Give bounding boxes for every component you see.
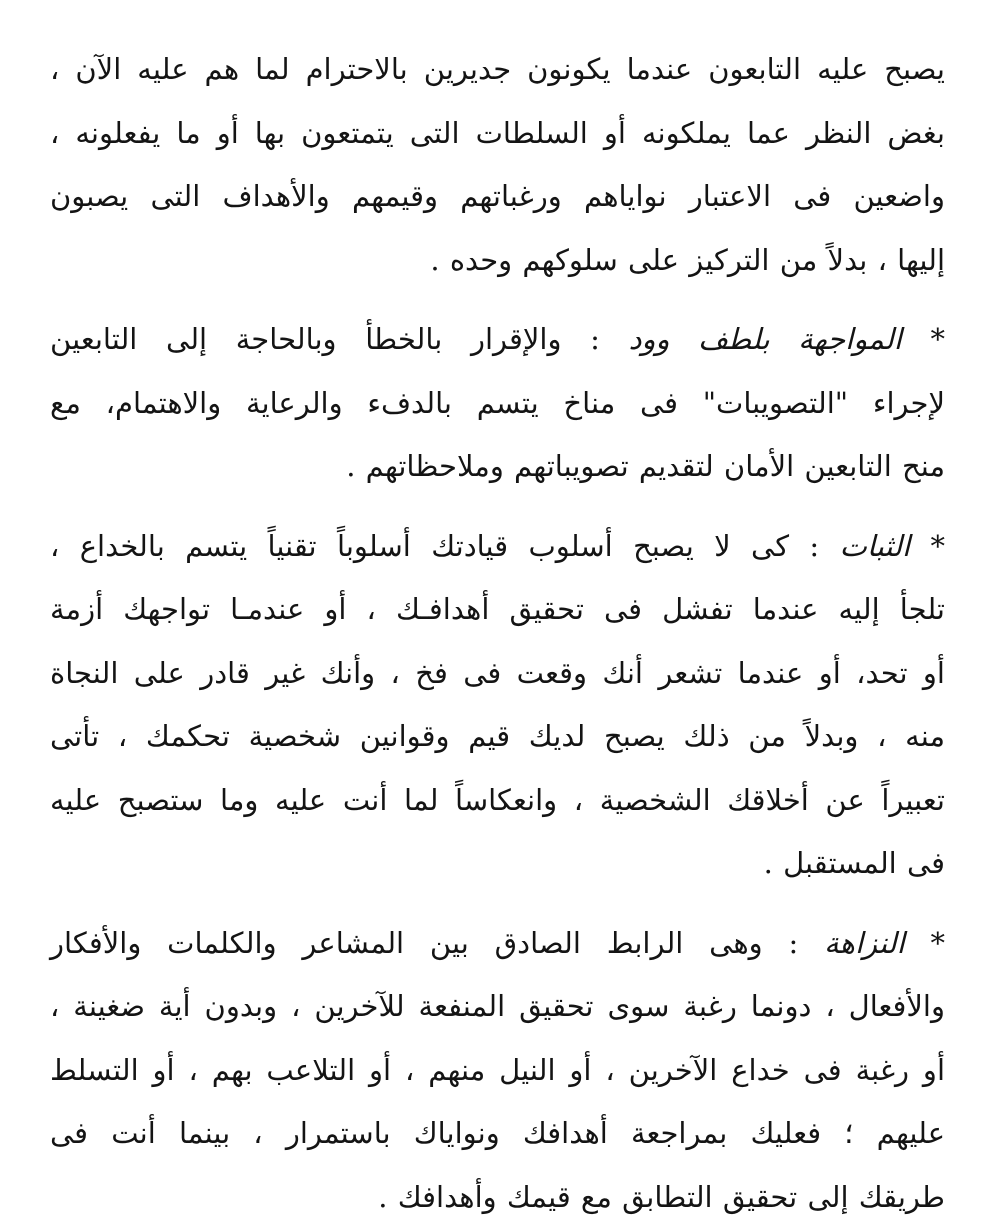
text-line: واضعين فى الاعتبار نواياهم ورغباتهم وقيمهم والأهداف التى يصبون [50, 165, 945, 229]
paragraph-followers-respect [50, 38, 945, 292]
paragraph-gentle-confrontation [50, 308, 945, 499]
text-line: فى المستقبل . [50, 832, 945, 896]
text-line: والأفعال ، دونما رغبة سوى تحقيق المنفعة للآخرين ، وبدون أية ضغينة ، [50, 975, 945, 1039]
text-line [50, 308, 945, 372]
paragraph-integrity [50, 912, 945, 1229]
text-fragment: : والإقرار بالخطأ وبالحاجة إلى التابعين [50, 322, 600, 356]
text-line: أو تحد، أو عندما تشعر أنك وقعت فى فخ ، وأنك غير قادر على النجاة [50, 642, 945, 706]
text-line: تلجأ إليه عندما تفشل فى تحقيق أهدافـك ، أو عندمـا تواجهك أزمة [50, 578, 945, 642]
text-fragment: : وهى الرابط الصادق بين المشاعر والكلمات والأفكار [50, 926, 798, 960]
paragraph-consistency [50, 515, 945, 896]
text-line: لإجراء "التصويبات" فى مناخ يتسم بالدفء والرعاية والاهتمام، مع [50, 372, 945, 436]
section-heading: المواجهة بلطف وود [629, 322, 902, 356]
text-line: أو رغبة فى خداع الآخرين ، أو النيل منهم ، أو التلاعب بهم ، أو التسلط [50, 1039, 945, 1103]
text-line: منه ، وبدلاً من ذلك يصبح لديك قيم وقوانين شخصية تحكمك ، تأتى [50, 705, 945, 769]
text-line: تعبيراً عن أخلاقك الشخصية ، وانعكاساً لما أنت عليه وما ستصبح عليه [50, 769, 945, 833]
section-heading: الثبات [840, 529, 911, 563]
section-heading: النزاهة [824, 926, 905, 960]
text-line: بغض النظر عما يملكونه أو السلطات التى يتمتعون بها أو ما يفعلونه ، [50, 102, 945, 166]
bullet-marker: * [931, 529, 946, 563]
text-line [50, 912, 945, 976]
text-fragment: : كى لا يصبح أسلوب قيادتك أسلوباً تقنياً يتسم بالخداع ، [50, 529, 819, 563]
text-line: يصبح عليه التابعون عندما يكونون جديرين بالاحترام لما هم عليه الآن ، [50, 38, 945, 102]
text-line: طريقك إلى تحقيق التطابق مع قيمك وأهدافك . [50, 1166, 945, 1229]
bullet-marker: * [931, 926, 946, 960]
text-line: منح التابعين الأمان لتقديم تصويباتهم وملاحظاتهم . [50, 435, 945, 499]
text-line: إليها ، بدلاً من التركيز على سلوكهم وحده . [50, 229, 945, 293]
bullet-marker: * [931, 322, 946, 356]
text-line: عليهم ؛ فعليك بمراجعة أهدافك ونواياك باستمرار ، بينما أنت فى [50, 1102, 945, 1166]
text-line [50, 515, 945, 579]
